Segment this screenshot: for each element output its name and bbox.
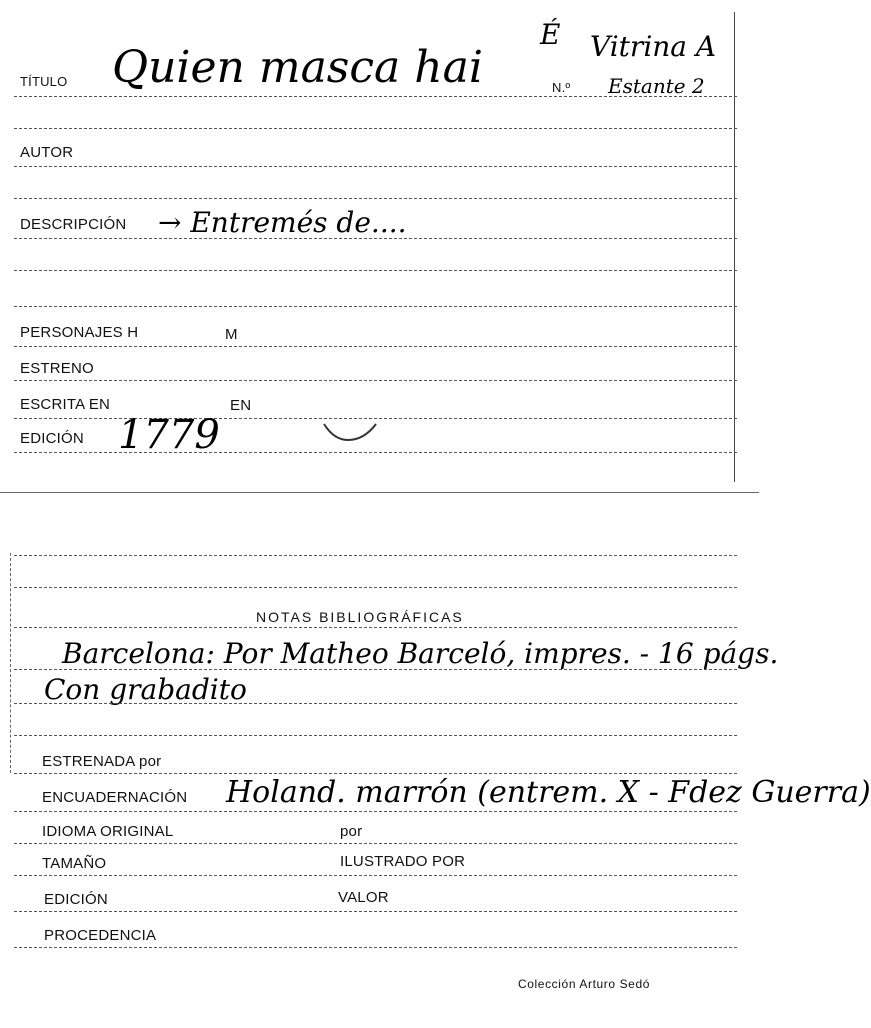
idioma-label: IDIOMA ORIGINAL	[42, 823, 174, 840]
titulo-value: Quien masca hai	[112, 42, 483, 93]
rule-4	[14, 306, 737, 307]
coleccion-stamp: Colección Arturo Sedó	[518, 977, 651, 991]
personajes-m-label: M	[225, 326, 238, 343]
catalog-card-top	[0, 0, 759, 493]
rule-edicion	[14, 452, 737, 453]
estante-prefix: É	[540, 18, 561, 51]
rule-descripcion	[14, 238, 737, 239]
pen-scribble-mark	[320, 410, 380, 450]
rule-1	[14, 128, 737, 129]
edicion-value: 1779	[118, 412, 220, 458]
estrenada-label: ESTRENADA por	[42, 753, 162, 770]
procedencia-label: PROCEDENCIA	[44, 927, 157, 944]
rule-tamano	[14, 875, 737, 876]
descripcion-value: → Entremés de....	[158, 206, 407, 239]
edicion-label: EDICIÓN	[20, 430, 84, 447]
descripcion-label: DESCRIPCIÓN	[20, 216, 127, 233]
rule-3	[14, 270, 737, 271]
rule-2	[14, 198, 737, 199]
edicion-bottom-label: EDICIÓN	[44, 891, 108, 908]
autor-label: AUTOR	[20, 144, 74, 161]
rule-titulo	[14, 96, 737, 97]
rule-b1	[14, 587, 737, 588]
rule-edicion-bottom	[14, 911, 737, 912]
ilustrado-label: ILUSTRADO POR	[340, 853, 466, 870]
rule-idioma	[14, 843, 737, 844]
titulo-label: TÍTULO	[20, 74, 68, 89]
rule-notas	[14, 627, 737, 628]
rule-b3	[14, 703, 737, 704]
estante-line1: Vitrina A	[590, 30, 717, 63]
encuadernacion-label: ENCUADERNACIÓN	[42, 789, 188, 806]
notas-line1: Barcelona: Por Matheo Barceló, impres. - 16 págs.	[62, 637, 779, 670]
card-divider	[0, 492, 759, 493]
rule-estreno	[14, 380, 737, 381]
tamano-label: TAMAÑO	[42, 855, 107, 872]
rule-estrenada	[14, 773, 737, 774]
notas-line2: Con grabadito	[44, 673, 247, 706]
rule-b4	[14, 735, 737, 736]
rule-b0	[14, 555, 737, 556]
por-label: por	[340, 823, 363, 840]
rule-b2	[14, 669, 737, 670]
encuadernacion-value: Holand. marrón (entrem. X - Fdez Guerra)	[226, 775, 871, 810]
card-right-edge	[734, 12, 739, 482]
rule-autor	[14, 166, 737, 167]
rule-procedencia	[14, 947, 737, 948]
notas-label: NOTAS BIBLIOGRÁFICAS	[256, 609, 464, 625]
estante-line2: Estante 2	[608, 74, 705, 98]
no-label: N.º	[552, 80, 571, 95]
escrita-en-label: EN	[230, 397, 252, 414]
personajes-label: PERSONAJES H	[20, 324, 139, 341]
rule-personajes	[14, 346, 737, 347]
estreno-label: ESTRENO	[20, 360, 94, 377]
catalog-card-bottom	[0, 545, 871, 1015]
valor-label: VALOR	[338, 889, 389, 906]
escrita-label: ESCRITA EN	[20, 396, 111, 413]
rule-encuadernacion	[14, 811, 737, 812]
